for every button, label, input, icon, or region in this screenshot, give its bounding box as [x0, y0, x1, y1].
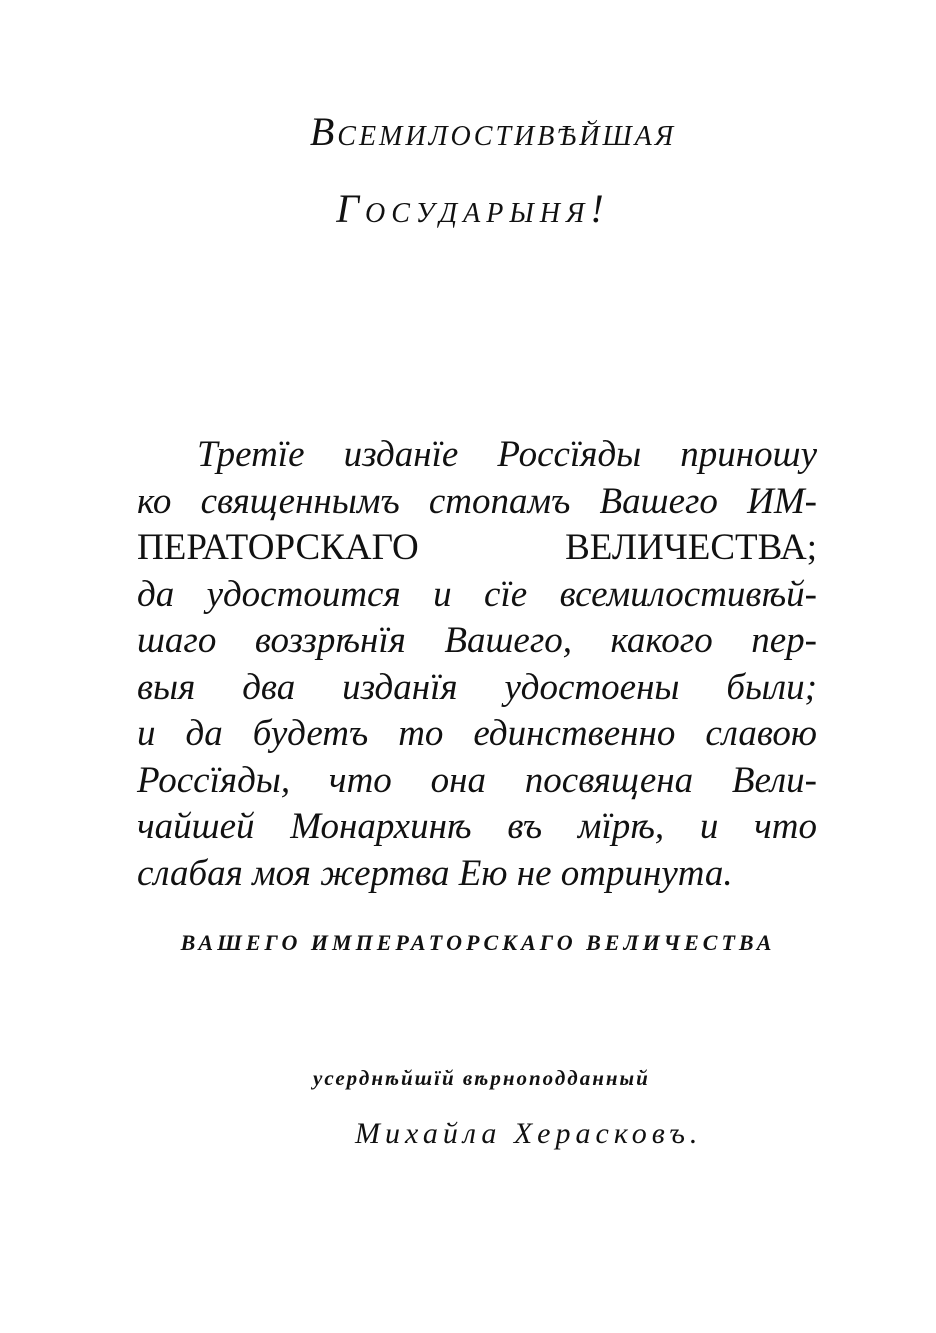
dedication-body — [137, 432, 817, 897]
salutation-line-1: Всемилостивѣйшая — [309, 109, 677, 154]
salutation-line-2: Государыня! — [336, 186, 610, 231]
body-line-7: и да будетъ то единственно славою — [137, 713, 817, 754]
body-line-9: чайшей Монархинѣ въ мїрѣ, и что — [137, 806, 817, 847]
signature-title: усерднѣйшїй вѣрноподданный — [313, 1066, 650, 1090]
closing-formula: ВАШЕГО ИМПЕРАТОРСКАГО ВЕЛИЧЕСТВА — [180, 930, 776, 955]
body-line-8: Россїяды, что она посвящена Вели- — [137, 759, 817, 801]
body-line-1: Третїе изданїе Россїяды приношу — [197, 434, 817, 475]
body-line-10: слабая моя жертва Ею не отринута. — [137, 852, 733, 894]
signature-name: Михайла Херасковъ. — [355, 1117, 703, 1150]
body-line-5: шаго воззрѣнїя Вашего, какого пер- — [137, 620, 817, 661]
body-line-3: ПЕРАТОРСКАГО ВЕЛИЧЕСТВА; — [137, 527, 817, 568]
body-line-6: выя два изданїя удостоены были; — [137, 666, 817, 708]
body-line-4: да удостоится и сїе всемилостивѣй- — [137, 573, 817, 615]
body-line-2: ко священнымъ стопамъ Вашего ИМ- — [137, 480, 817, 522]
